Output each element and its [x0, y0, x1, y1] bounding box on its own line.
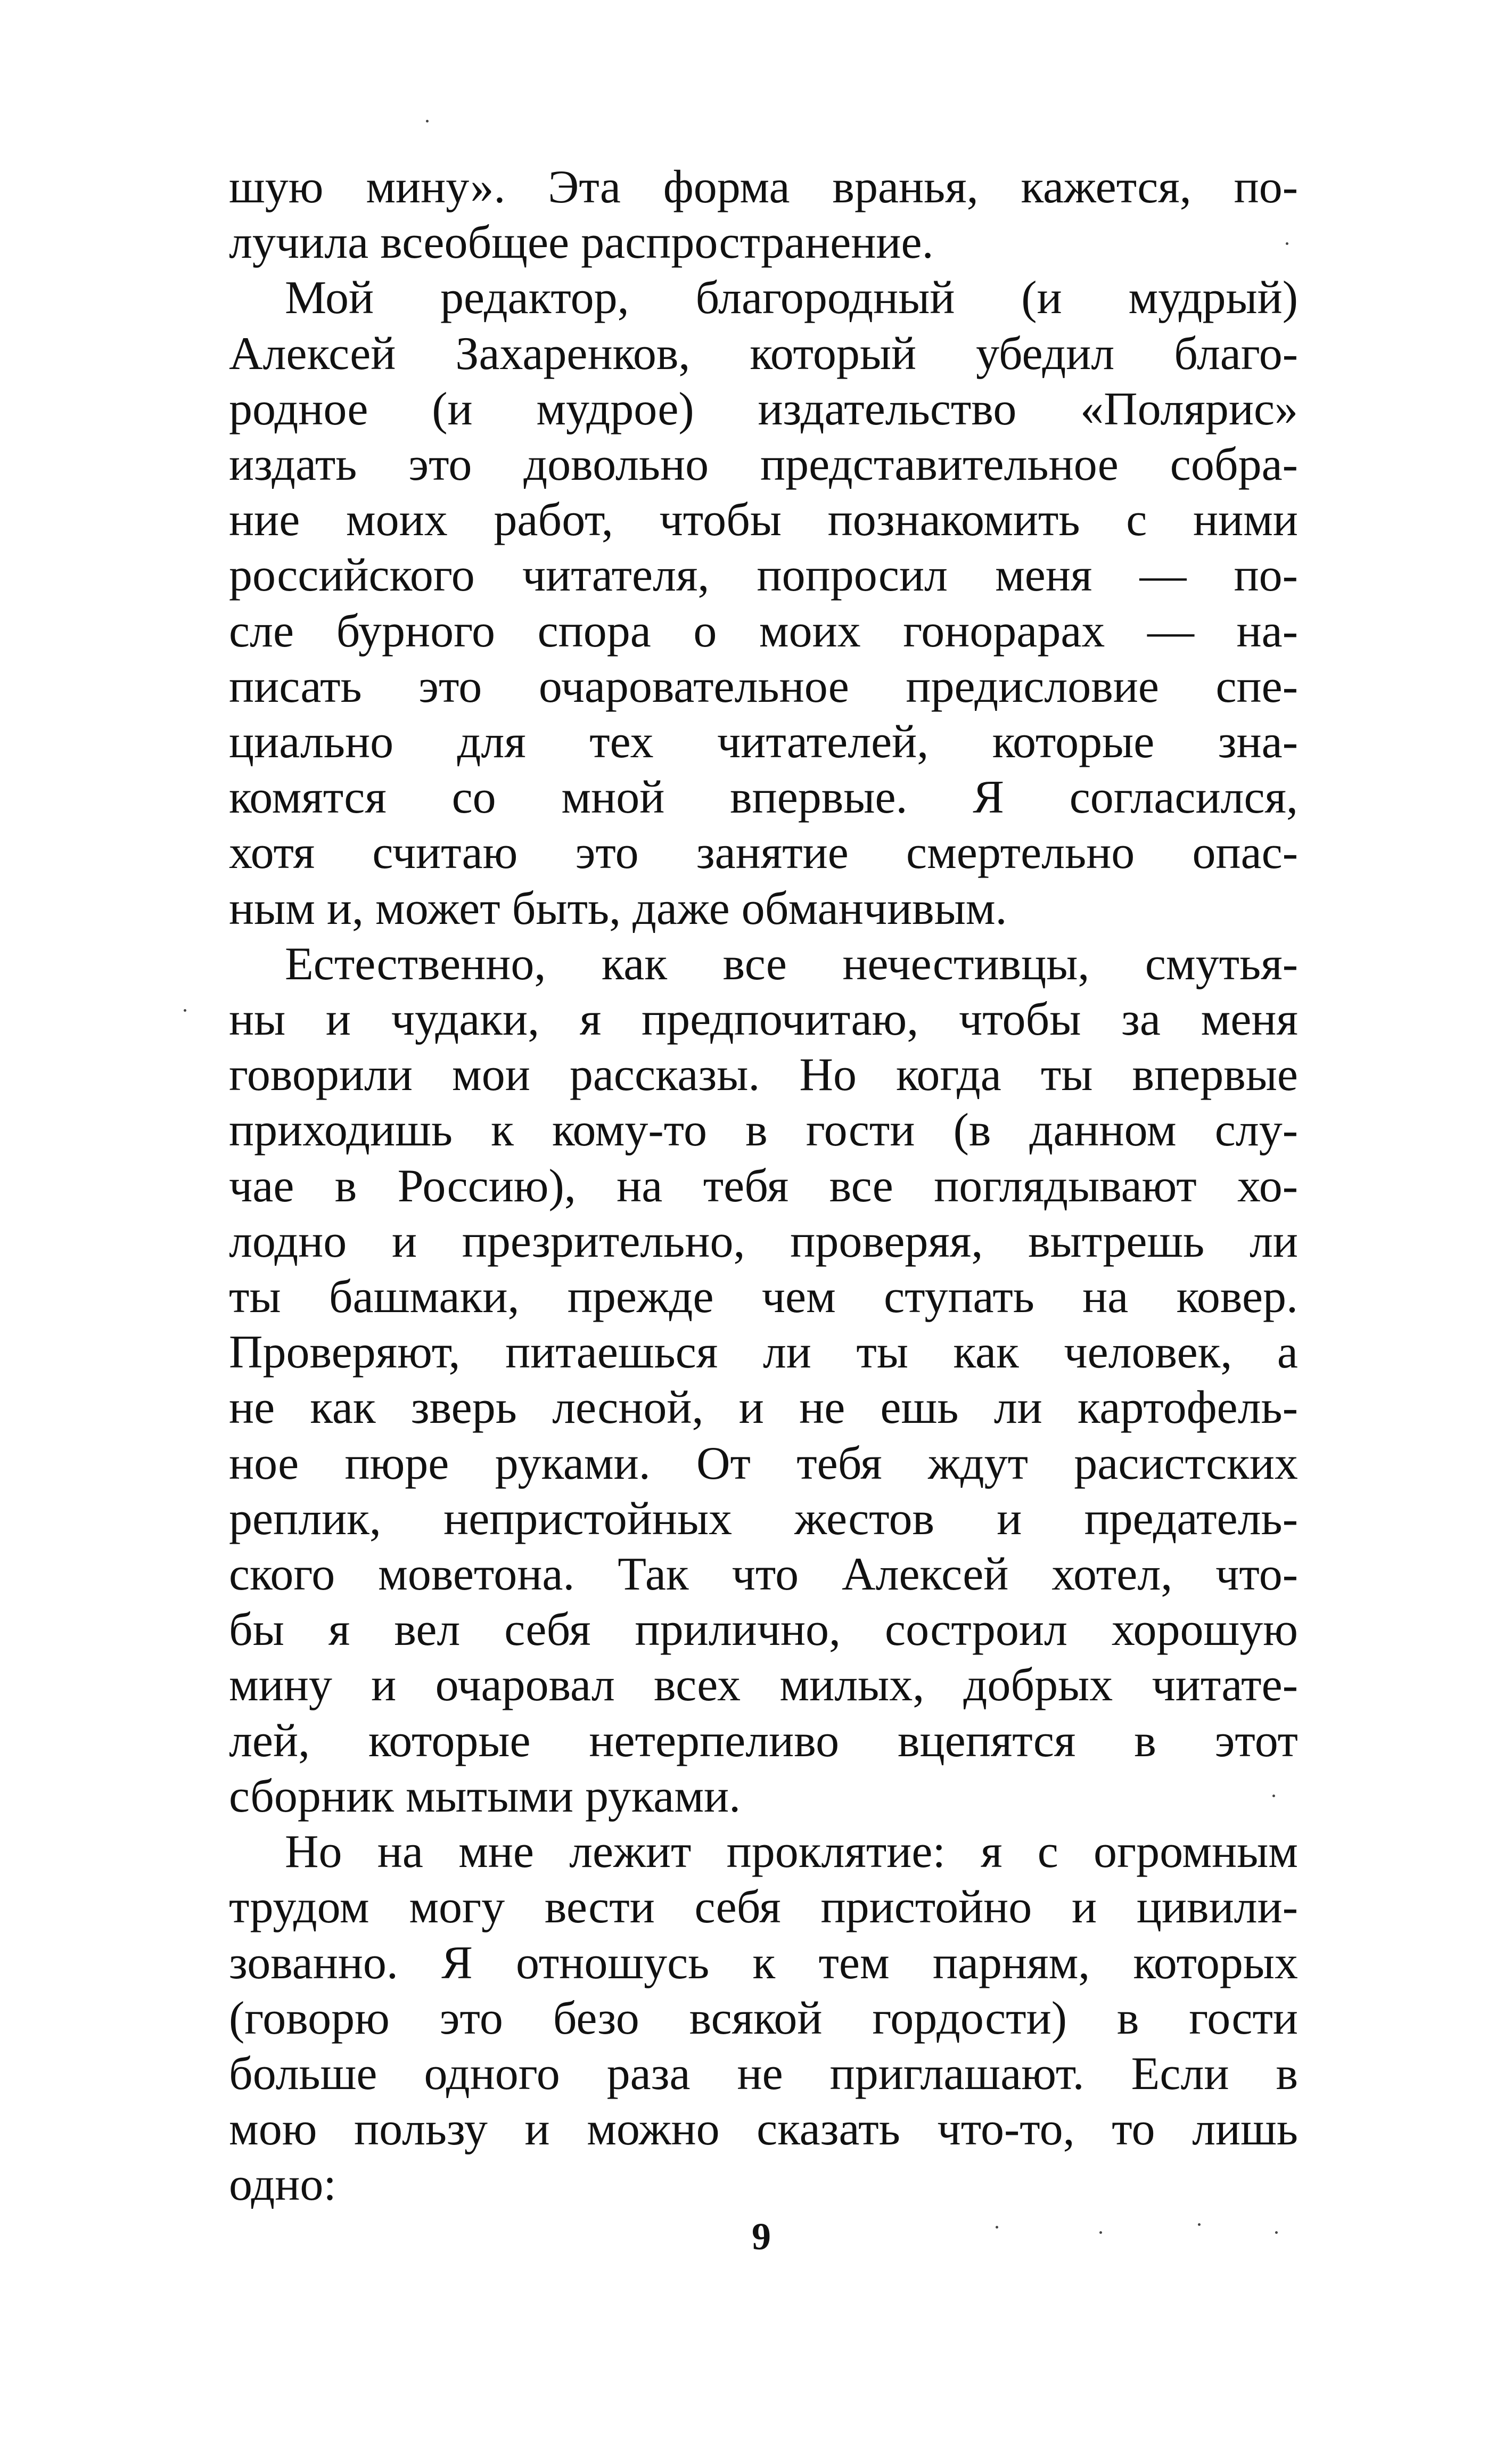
paragraph-1	[229, 160, 1298, 271]
text-line: Естественно, как все нечестивцы, смутья-	[285, 938, 1298, 990]
paragraph-4	[229, 1824, 1298, 2213]
text-line: Проверяют, питаешься ли ты как человек, а	[229, 1326, 1298, 1379]
text-line: родное (и мудрое) издательство «Полярис»	[229, 383, 1298, 435]
text-line: ние моих работ, чтобы познакомить с ними	[229, 494, 1298, 546]
text-line: трудом могу вести себя пристойно и цивили-	[229, 1881, 1298, 1934]
text-line: хотя считаю это занятие смертельно опас-	[229, 827, 1298, 879]
text-line: бы я вел себя прилично, состроил хорошую	[229, 1604, 1298, 1656]
text-line: ным и, может быть, даже обманчивым.	[229, 882, 1007, 935]
text-line: издать это довольно представительное собра-	[229, 439, 1298, 491]
text-line: сборник мытыми руками.	[229, 1770, 741, 1822]
text-line: Алексей Захаренков, который убедил благо-	[229, 327, 1298, 380]
text-line: мину и очаровал всех милых, добрых читате-	[229, 1659, 1298, 1711]
text-line: шую мину». Эта форма вранья, кажется, по-	[229, 161, 1298, 213]
text-line: чае в Россию), на тебя все поглядывают хо-	[229, 1160, 1298, 1212]
page-text	[229, 160, 1298, 2213]
text-line: писать это очаровательное предисловие спе-	[229, 660, 1298, 712]
text-line: лучила всеобщее распространение.	[229, 217, 934, 269]
text-line: ное пюре руками. От тебя ждут расистских	[229, 1437, 1298, 1489]
paragraph-3	[229, 937, 1298, 1824]
text-line: лодно и презрительно, проверяя, вытрешь ли	[229, 1215, 1298, 1267]
text-line: одно:	[229, 2159, 336, 2211]
scan-speck	[1286, 242, 1288, 245]
text-line: не как зверь лесной, и не ешь ли картофель-	[229, 1382, 1298, 1434]
text-line: ского моветона. Так что Алексей хотел, что-	[229, 1549, 1298, 1601]
text-line: российского читателя, попросил меня — по-	[229, 550, 1298, 602]
text-line: Но на мне лежит проклятие: я с огромным	[285, 1826, 1298, 1878]
scan-speck	[1272, 1795, 1275, 1797]
scan-speck	[1099, 2231, 1102, 2234]
text-line: зованно. Я отношусь к тем парням, которых	[229, 1937, 1298, 1989]
text-line: (говорю это безо всякой гордости) в гости	[229, 1992, 1298, 2044]
text-line: реплик, непристойных жестов и предатель-	[229, 1493, 1298, 1545]
text-line: мою пользу и можно сказать что-то, то лишь	[229, 2103, 1298, 2156]
text-line: сле бурного спора о моих гонорарах — на-	[229, 605, 1298, 657]
scan-speck	[1198, 2223, 1201, 2226]
scan-speck	[996, 2226, 998, 2229]
scan-speck	[184, 1009, 186, 1012]
text-line: комятся со мной впервые. Я согласился,	[229, 772, 1298, 824]
page-number: 9	[752, 2215, 771, 2258]
scan-speck	[1275, 2231, 1278, 2234]
text-line: Мой редактор, благородный (и мудрый)	[285, 272, 1298, 324]
text-line: говорили мои рассказы. Но когда ты впервые	[229, 1049, 1298, 1101]
text-line: приходишь к кому-то в гости (в данном слу-	[229, 1104, 1298, 1157]
text-line: циально для тех читателей, которые зна-	[229, 716, 1298, 768]
text-line: лей, которые нетерпеливо вцепятся в этот	[229, 1715, 1298, 1767]
text-line: ты башмаки, прежде чем ступать на ковер.	[229, 1271, 1298, 1323]
scan-speck	[426, 120, 429, 122]
paragraph-2	[229, 271, 1298, 936]
text-line: больше одного раза не приглашают. Если в	[229, 2047, 1298, 2100]
text-line: ны и чудаки, я предпочитаю, чтобы за меня	[229, 994, 1298, 1046]
